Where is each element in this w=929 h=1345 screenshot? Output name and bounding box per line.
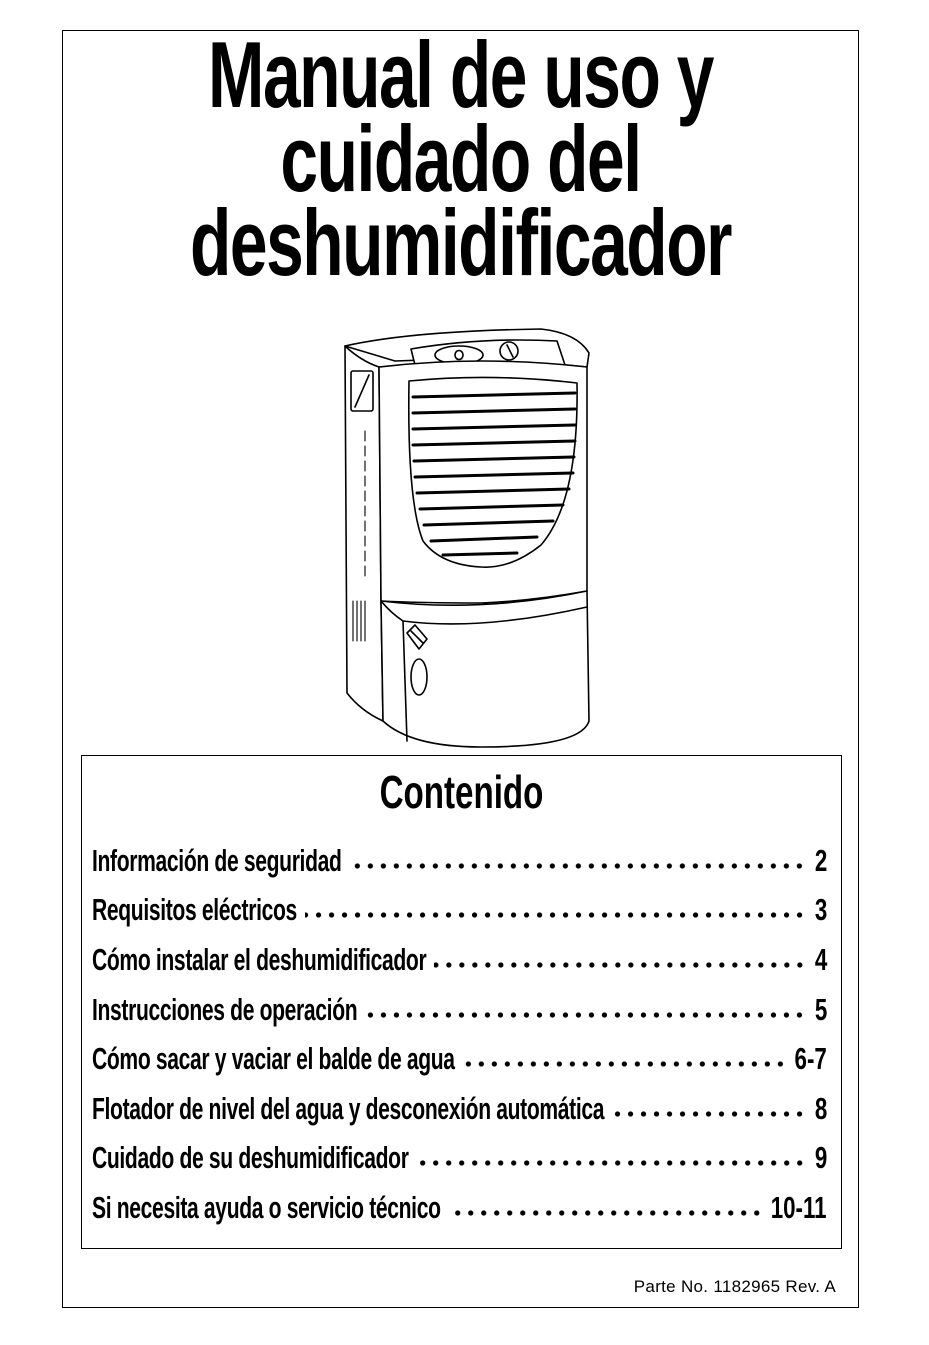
toc-leader-dots [365, 1012, 806, 1018]
toc-item[interactable] [92, 836, 827, 886]
title-line-1: Manual de uso y [208, 22, 713, 127]
toc-item-page: 2 [814, 842, 827, 878]
manual-title [174, 22, 746, 295]
toc-list [92, 836, 827, 1233]
title-line-2: cuidado del [280, 106, 641, 211]
toc-heading: Contenido [379, 766, 544, 818]
toc-item[interactable] [92, 935, 827, 985]
title-line-3: deshumidificador [189, 190, 732, 295]
toc-item-label: Cómo instalar el deshumidificador [92, 941, 427, 977]
toc-leader-dots [305, 912, 806, 918]
toc-item-page: 8 [814, 1090, 827, 1126]
toc-item-page: 10-11 [771, 1189, 827, 1225]
toc-item-page: 5 [814, 991, 827, 1027]
toc-leader-dots [416, 1160, 806, 1166]
toc-item-label: Flotador de nivel del agua y desconexión automática [92, 1090, 605, 1126]
toc-item-label: Cómo sacar y vaciar el balde de agua [92, 1041, 455, 1077]
dehumidifier-illustration-icon [331, 301, 611, 761]
toc-item-label: Instrucciones de operación [92, 991, 358, 1027]
toc-item-page: 9 [814, 1140, 827, 1176]
toc-item-page: 6-7 [794, 1041, 827, 1077]
toc-leader-dots [463, 1061, 787, 1067]
manual-cover-page [62, 22, 859, 1308]
toc-item[interactable] [92, 1034, 827, 1084]
toc-item[interactable] [92, 1084, 827, 1134]
toc-leader-dots [448, 1210, 763, 1216]
toc-leader-dots [434, 962, 806, 968]
table-of-contents [81, 755, 842, 1249]
toc-item[interactable] [92, 1134, 827, 1184]
toc-item-label: Cuidado de su deshumidificador [92, 1140, 409, 1176]
toc-item-page: 3 [814, 892, 827, 928]
part-number: Parte No. 1182965 Rev. A [633, 1277, 836, 1296]
toc-item-label: Requisitos eléctricos [92, 892, 297, 928]
toc-item-page: 4 [814, 941, 827, 977]
toc-item-label: Información de seguridad [92, 842, 342, 878]
toc-item[interactable] [92, 1183, 827, 1233]
toc-leader-dots [349, 863, 806, 869]
toc-leader-dots [612, 1111, 806, 1117]
toc-item[interactable] [92, 985, 827, 1035]
toc-item-label: Si necesita ayuda o servicio técnico [92, 1189, 441, 1225]
toc-item[interactable] [92, 886, 827, 936]
